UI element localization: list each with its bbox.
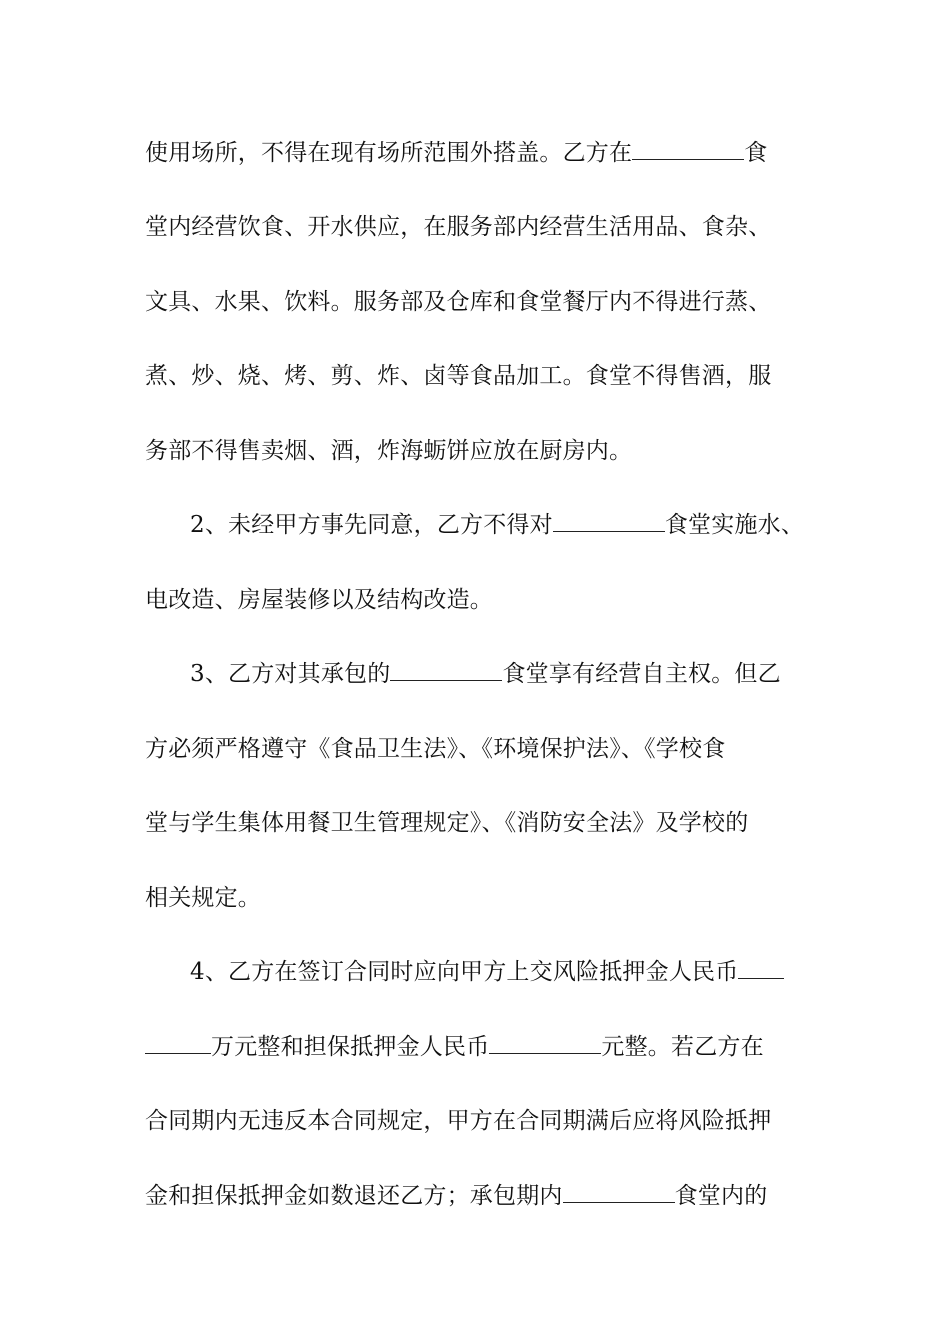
text-segment: 万元整和担保抵押金人民币 [211, 1034, 490, 1060]
text-line [145, 1181, 767, 1211]
fill-in-blank [145, 1033, 211, 1054]
text-line [145, 361, 771, 391]
text-segment: 2、未经甲方事先同意，乙方不得对 [190, 512, 553, 538]
text-segment: 食堂内的 [674, 1183, 768, 1209]
fill-in-blank [553, 511, 665, 532]
text-line [145, 1106, 771, 1136]
text-segment: 使用场所，不得在现有场所范围外搭盖。乙方在 [145, 140, 633, 166]
text-line [145, 734, 725, 764]
text-segment: 文具、水果、饮料。服务部及仓库和食堂餐厅内不得进行蒸、 [145, 289, 772, 315]
text-segment: 合同期内无违反本合同规定，甲方在合同期满后应将风险抵押 [145, 1108, 772, 1134]
fill-in-blank [390, 660, 502, 681]
text-segment: 相关规定。 [145, 885, 261, 911]
text-line [145, 287, 771, 317]
text-segment: 3、乙方对其承包的 [190, 661, 391, 687]
text-line [145, 138, 767, 168]
text-line [145, 883, 261, 913]
text-segment: 电改造、房屋装修以及结构改造。 [145, 587, 493, 613]
text-segment: 方必须严格遵守《食品卫生法》、《环境保护法》、《学校食 [145, 736, 726, 762]
fill-in-blank [632, 139, 744, 160]
text-line [145, 1032, 764, 1062]
fill-in-blank [489, 1033, 601, 1054]
text-line [190, 510, 804, 540]
text-segment: 务部不得售卖烟、酒，炸海蛎饼应放在厨房内。 [145, 438, 633, 464]
text-segment: 食堂享有经营自主权。但乙 [502, 661, 781, 687]
text-segment: 金和担保抵押金如数退还乙方；承包期内 [145, 1183, 563, 1209]
text-segment: 元整。若乙方在 [601, 1034, 764, 1060]
fill-in-blank [563, 1182, 675, 1203]
text-line [145, 808, 748, 838]
text-line [145, 212, 771, 242]
text-line [145, 585, 493, 615]
text-line [190, 659, 781, 689]
text-line [145, 436, 632, 466]
text-segment: 堂内经营饮食、开水供应，在服务部内经营生活用品、食杂、 [145, 214, 772, 240]
text-segment: 食 [744, 140, 768, 166]
text-segment: 堂与学生集体用餐卫生管理规定》、《消防安全法》及学校的 [145, 810, 749, 836]
fill-in-blank [738, 958, 784, 979]
text-line [190, 957, 784, 987]
text-segment: 食堂实施水、 [664, 512, 805, 538]
text-segment: 煮、炒、烧、烤、剪、炸、卤等食品加工。食堂不得售酒，服 [145, 363, 772, 389]
text-segment: 4、乙方在签订合同时应向甲方上交风险抵押金人民币 [190, 959, 739, 985]
